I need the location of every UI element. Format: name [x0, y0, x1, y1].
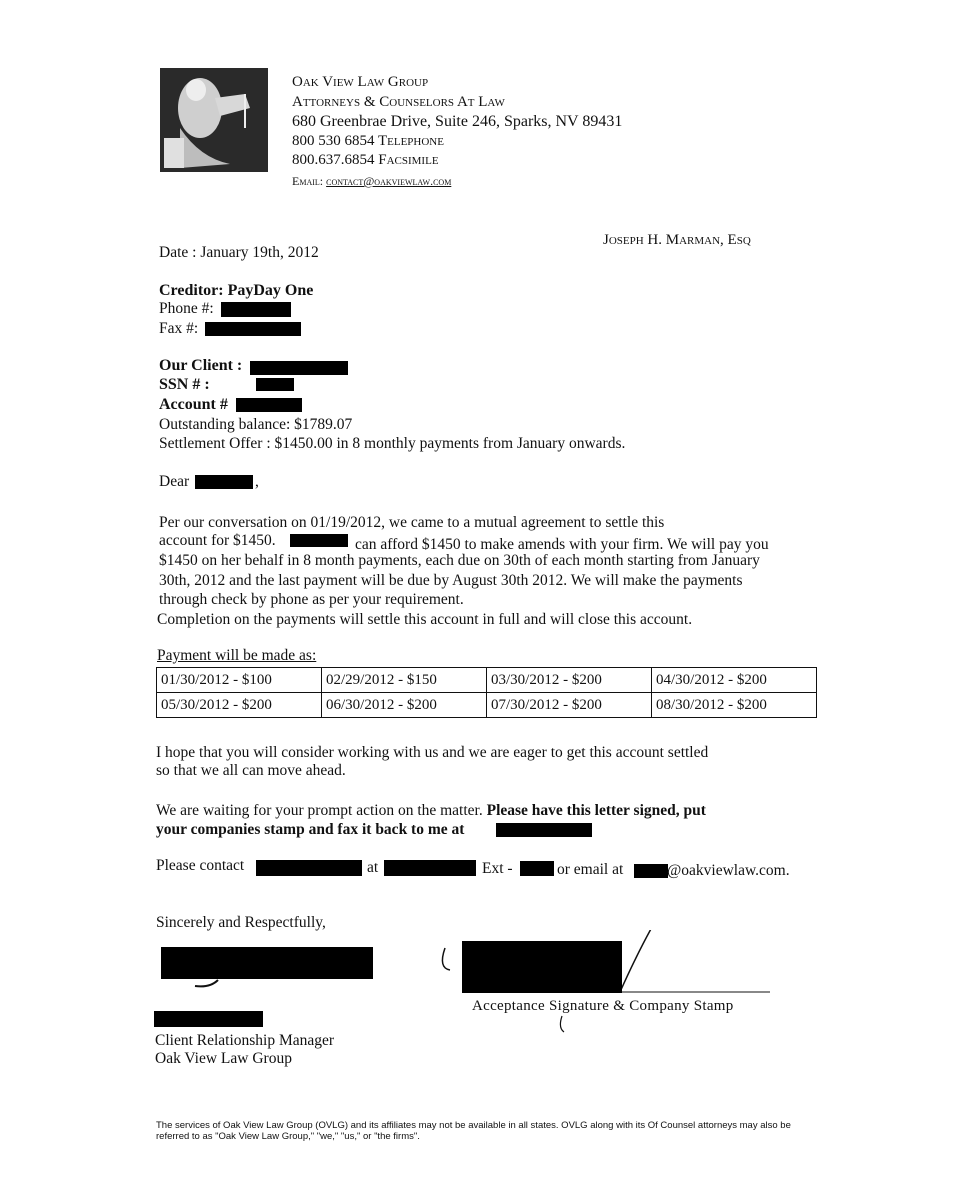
email-link[interactable]: contact@oakviewlaw.com	[326, 174, 452, 188]
closing: Sincerely and Respectfully,	[156, 914, 326, 931]
creditor-phone-label: Phone #:	[159, 300, 214, 317]
body-p1-line5: through check by phone as per your requirement.	[159, 591, 464, 608]
body-p3-line1b: Please have this letter signed, put	[486, 802, 706, 819]
payment-table-intro: Payment will be made as:	[157, 647, 317, 664]
email-label: Email:	[292, 174, 324, 188]
firm-telephone: 800 530 6854 Telephone	[292, 133, 444, 149]
redacted-fax	[205, 322, 301, 336]
redacted-manager-name	[154, 1011, 263, 1027]
redacted-contact-phone	[384, 860, 476, 876]
redacted-phone	[221, 302, 291, 317]
payment-cell: 03/30/2012 - $200	[487, 668, 652, 693]
table-row	[157, 668, 817, 693]
redacted-client	[250, 361, 348, 375]
contact-email-domain: @oakviewlaw.com.	[667, 862, 790, 879]
firm-email	[292, 172, 451, 190]
salutation: Dear	[159, 473, 190, 490]
redacted-ssn	[256, 378, 294, 391]
body-p1-line4: 30th, 2012 and the last payment will be due by August 30th 2012. We will make the payments	[159, 572, 743, 589]
attorney-name: Joseph H. Marman, Esq	[603, 232, 751, 248]
signature-org: Oak View Law Group	[155, 1050, 292, 1067]
creditor-fax-label: Fax #:	[159, 320, 199, 337]
payment-cell: 05/30/2012 - $200	[157, 693, 322, 718]
body-p3-line1	[156, 802, 706, 820]
salutation-comma: ,	[255, 473, 259, 490]
lady-justice-logo	[160, 68, 268, 172]
outstanding-balance: Outstanding balance: $1789.07	[159, 416, 353, 433]
body-p1-line1: Per our conversation on 01/19/2012, we came to a mutual agreement to settle this	[159, 514, 665, 531]
redacted-contact-name	[256, 860, 362, 876]
signature-title: Client Relationship Manager	[155, 1032, 335, 1049]
redacted-client-name	[290, 534, 348, 547]
body-p3-line1a: We are waiting for your prompt action on the matter.	[156, 802, 483, 819]
payment-cell: 01/30/2012 - $100	[157, 668, 322, 693]
date-line: Date : January 19th, 2012	[159, 244, 319, 261]
payment-cell: 04/30/2012 - $200	[652, 668, 817, 693]
firm-name: Oak View Law Group	[292, 74, 429, 90]
body-p2-line1: I hope that you will consider working with us and we are eager to get this account settled	[156, 744, 709, 761]
creditor-heading: Creditor: PayDay One	[159, 282, 314, 299]
acceptance-label: Acceptance Signature & Company Stamp	[472, 998, 734, 1014]
client-label: Our Client :	[159, 357, 243, 374]
redacted-extension	[520, 861, 554, 876]
redacted-account	[236, 398, 302, 412]
footer-disclaimer: The services of Oak View Law Group (OVLG) and its affiliates may not be available in all states. OVLG along with its Of Counsel attorneys may also be referred to as "Oak View Law Group," "we," "us," or "the firms".	[156, 1120, 791, 1142]
payment-cell: 06/30/2012 - $200	[322, 693, 487, 718]
body-p2-line2: so that we all can move ahead.	[156, 762, 346, 779]
contact-text-d: or email at	[557, 861, 624, 878]
body-p1-line6: Completion on the payments will settle this account in full and will close this account.	[157, 611, 693, 628]
redacted-email-user	[634, 864, 668, 878]
firm-facsimile: 800.637.6854 Facsimile	[292, 152, 439, 168]
contact-text-b: at	[367, 859, 379, 876]
redacted-acceptance-signature	[462, 941, 622, 993]
settlement-offer: Settlement Offer : $1450.00 in 8 monthly payments from January onwards.	[159, 435, 626, 452]
firm-tagline: Attorneys & Counselors At Law	[292, 94, 505, 110]
payment-cell: 02/29/2012 - $150	[322, 668, 487, 693]
contact-text-a: Please contact	[156, 857, 245, 874]
body-p1-line3: $1450 on her behalf in 8 month payments, each due on 30th of each month starting from January	[159, 552, 760, 569]
payment-cell: 08/30/2012 - $200	[652, 693, 817, 718]
body-p3-line2: your companies stamp and fax it back to me at	[156, 821, 465, 838]
body-p1-line2b: can afford $1450 to make amends with your firm. We will pay you	[355, 536, 769, 553]
redacted-fax-number	[496, 823, 592, 837]
firm-address: 680 Greenbrae Drive, Suite 246, Sparks, NV 89431	[292, 113, 623, 130]
body-p1-line2a: account for $1450.	[159, 532, 276, 549]
contact-text-c: Ext -	[482, 860, 513, 877]
payment-schedule-table	[156, 667, 817, 718]
table-row	[157, 693, 817, 718]
ssn-label: SSN # :	[159, 376, 210, 393]
account-label: Account #	[159, 396, 228, 413]
payment-cell: 07/30/2012 - $200	[487, 693, 652, 718]
redacted-name	[195, 475, 253, 489]
